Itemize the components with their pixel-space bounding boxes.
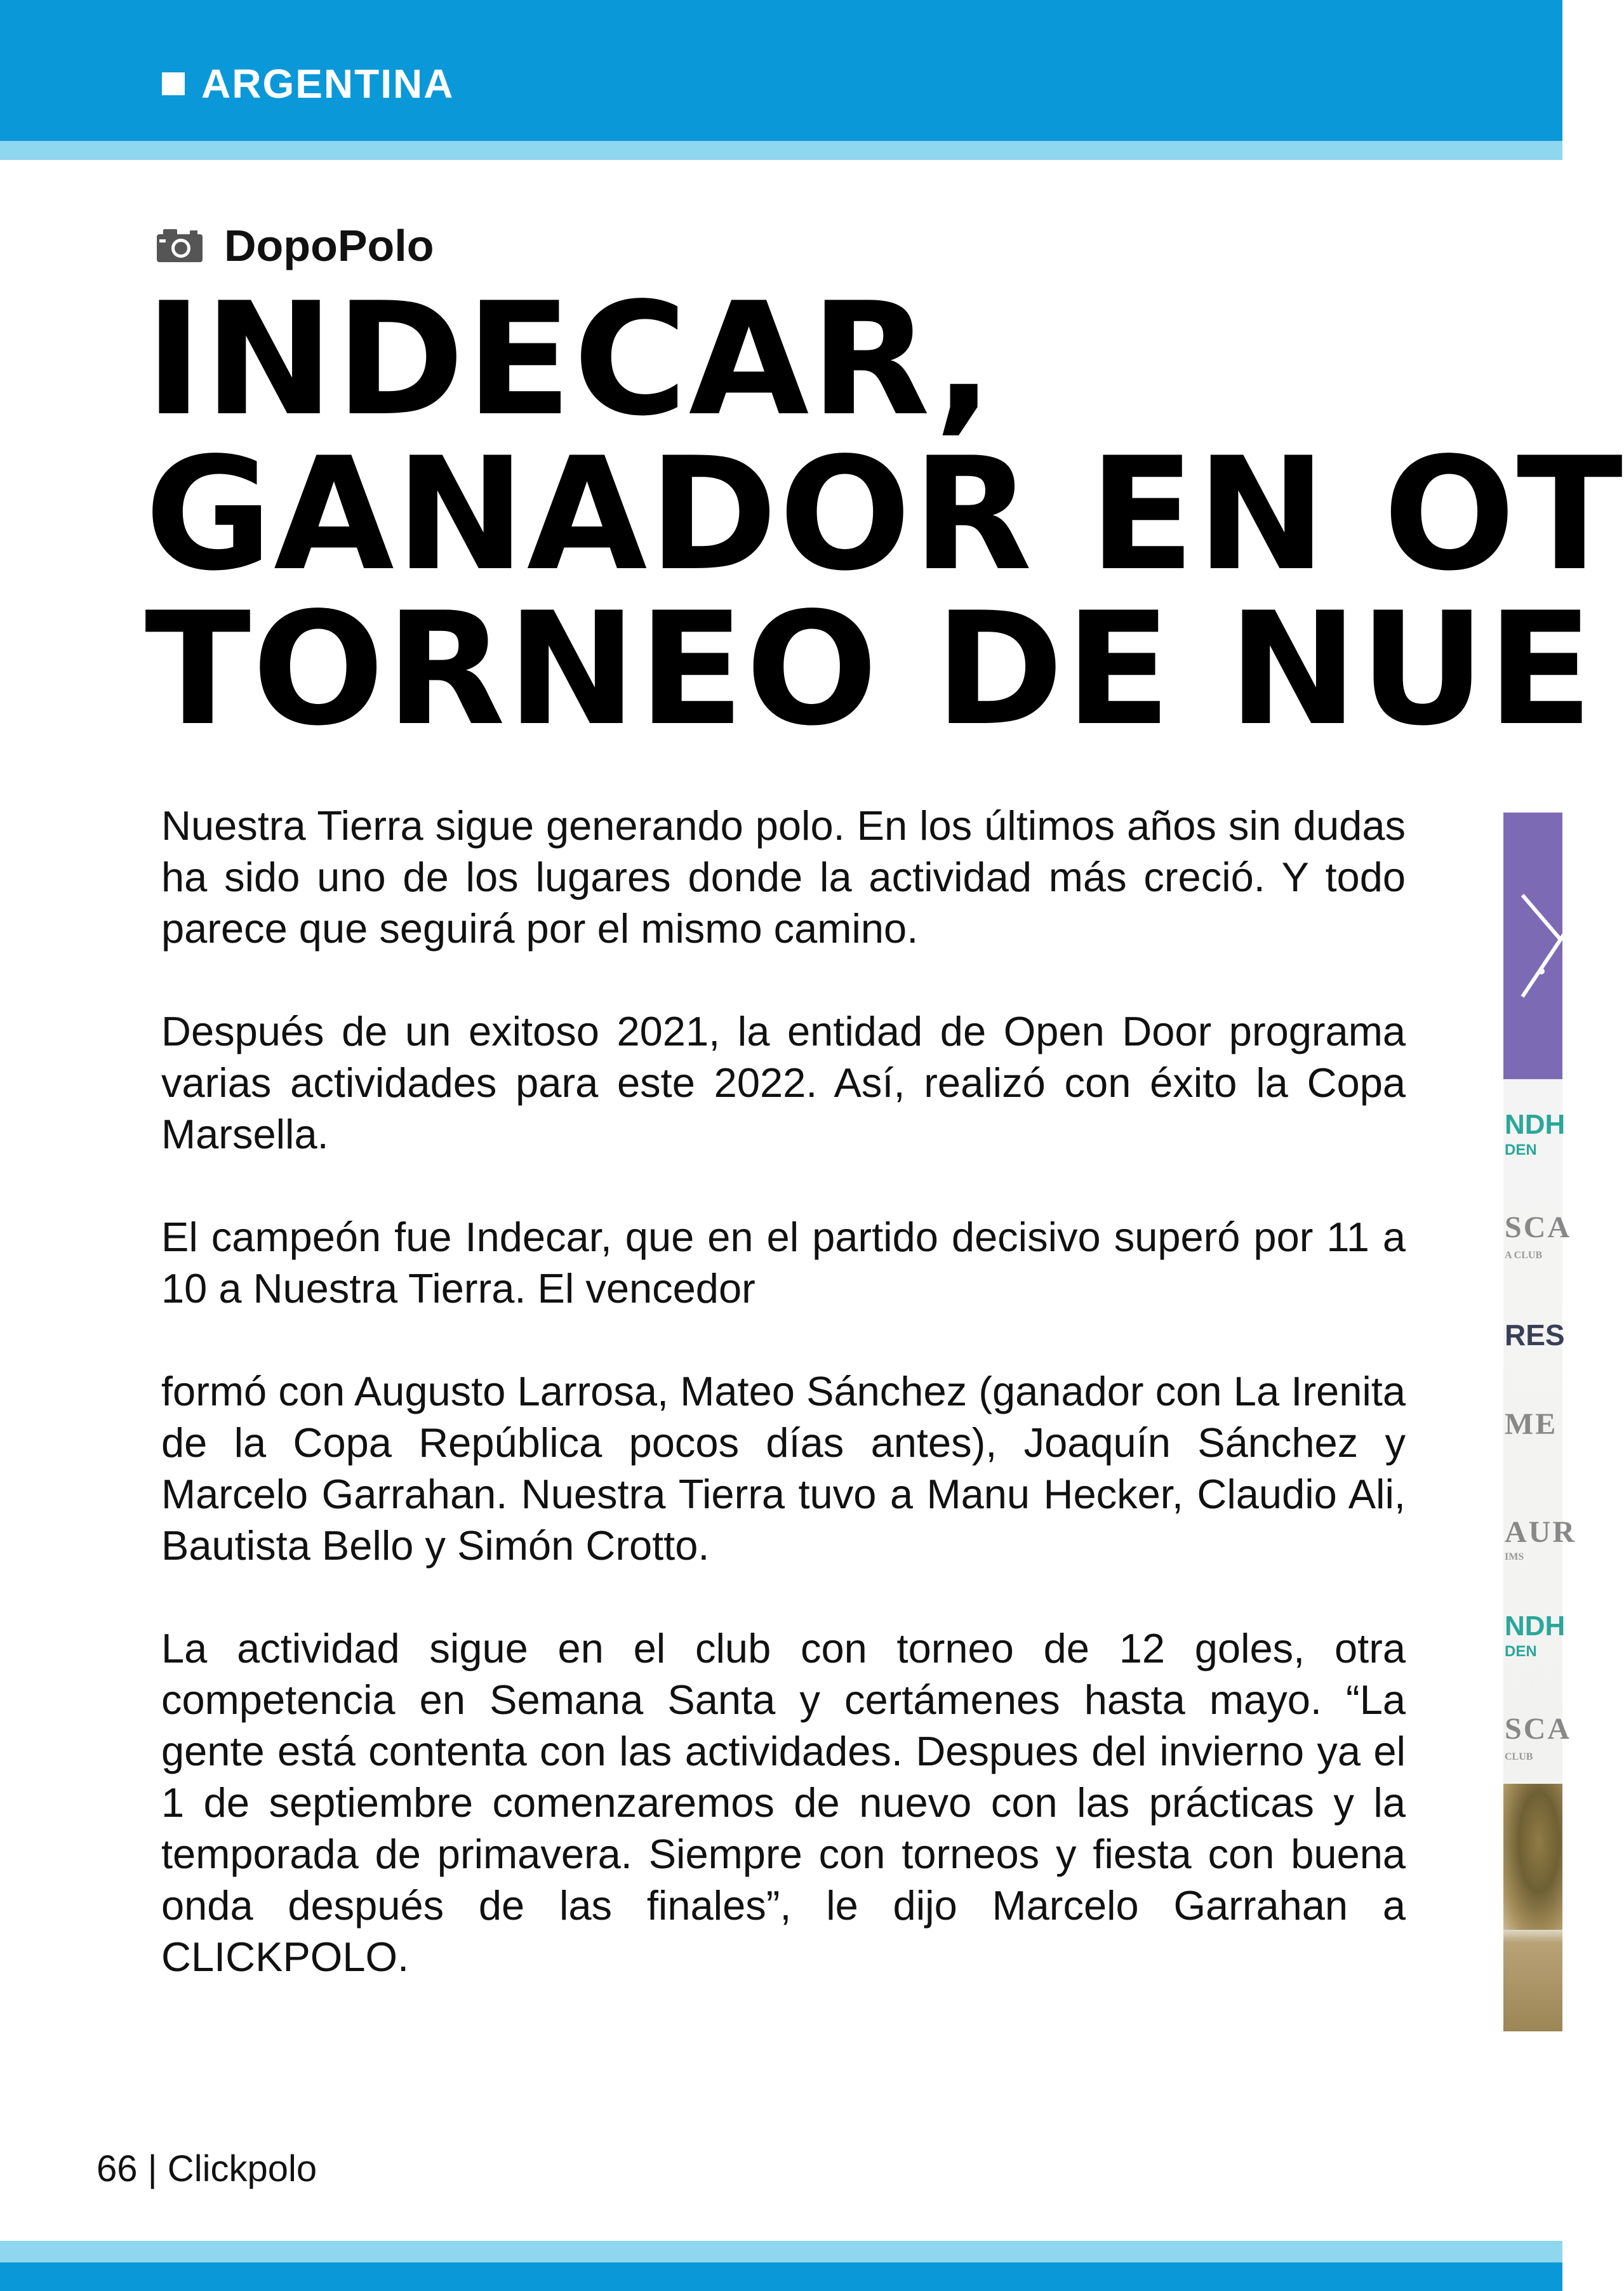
- article-photo: [1503, 813, 1576, 2031]
- headline-line: TORNEO DE NUE: [145, 579, 1595, 760]
- hay-bale: [1503, 1784, 1562, 1930]
- photo-credit: [154, 223, 434, 268]
- photographer-name: DopoPolo: [224, 221, 434, 270]
- paragraph: Después de un exitoso 2021, la entidad de Open Door programa varias actividades para este 2022. Así, realizó con éxito la Copa Marsella.: [161, 1008, 1406, 1157]
- banner-text: AUR: [1505, 1515, 1576, 1549]
- footer-accent-stripe: [0, 2241, 1562, 2262]
- banner-text: DEN: [1505, 1141, 1537, 1159]
- section-tag: [162, 61, 455, 107]
- banner-text: RES: [1505, 1318, 1565, 1351]
- banner-text: NDH: [1505, 1109, 1566, 1140]
- section-label: ARGENTINA: [201, 61, 455, 107]
- banner-text: IMS: [1505, 1551, 1524, 1562]
- paragraph: Nuestra Tierra sigue generando polo. En los últimos años sin dudas ha sido uno de los lugares donde la actividad más creció. Y todo parece que seguirá por el mismo camino.: [161, 802, 1406, 952]
- banner-text: DEN: [1505, 1643, 1537, 1660]
- headline: [145, 269, 1624, 760]
- square-bullet-icon: [162, 72, 185, 95]
- page-number: 66 | Clickpolo: [97, 2148, 317, 2189]
- banner-text: CLUB: [1505, 1751, 1533, 1762]
- headline-line: INDECAR,: [145, 269, 995, 450]
- header-accent-stripe: [0, 141, 1562, 160]
- banner-text: NDH: [1505, 1610, 1566, 1642]
- paragraph: formó con Augusto Larrosa, Mateo Sánchez (ganador con La Irenita de la Copa República pocos días antes), Joaquín Sánchez y Marcelo Garrahan. Nuestra Tierra tuvo a Manu Hecker, Claudio Ali, Bautista Bello y Simón Crotto.: [161, 1368, 1406, 1569]
- banner-text: SCA: [1505, 1211, 1572, 1244]
- banner-text: SCA: [1505, 1712, 1572, 1746]
- article-body: [161, 800, 1406, 2034]
- camera-icon: [154, 227, 205, 265]
- banner-text: A CLUB: [1505, 1250, 1543, 1261]
- paragraph: La actividad sigue en el club con torneo de 12 goles, otra competencia en Semana Santa y certámenes hasta mayo. “La gente está contenta con las actividades. Despues del invierno ya el 1 de septiembre comenzaremos de nuevo con las prácticas y la temporada de primavera. Siempre con torneos y fiesta con buena onda después de las finales”, le dijo Marcelo Garrahan a CLICKPOLO.: [161, 1625, 1406, 1980]
- footer-bar: [0, 2262, 1562, 2291]
- headline-line: GANADOR EN OT: [145, 424, 1624, 605]
- banner-text: ME: [1505, 1407, 1558, 1441]
- paragraph: El campeón fue Indecar, que en el partido decisivo superó por 11 a 10 a Nuestra Tierra. El vencedor: [161, 1214, 1406, 1312]
- logo-graphic: [1516, 882, 1592, 1022]
